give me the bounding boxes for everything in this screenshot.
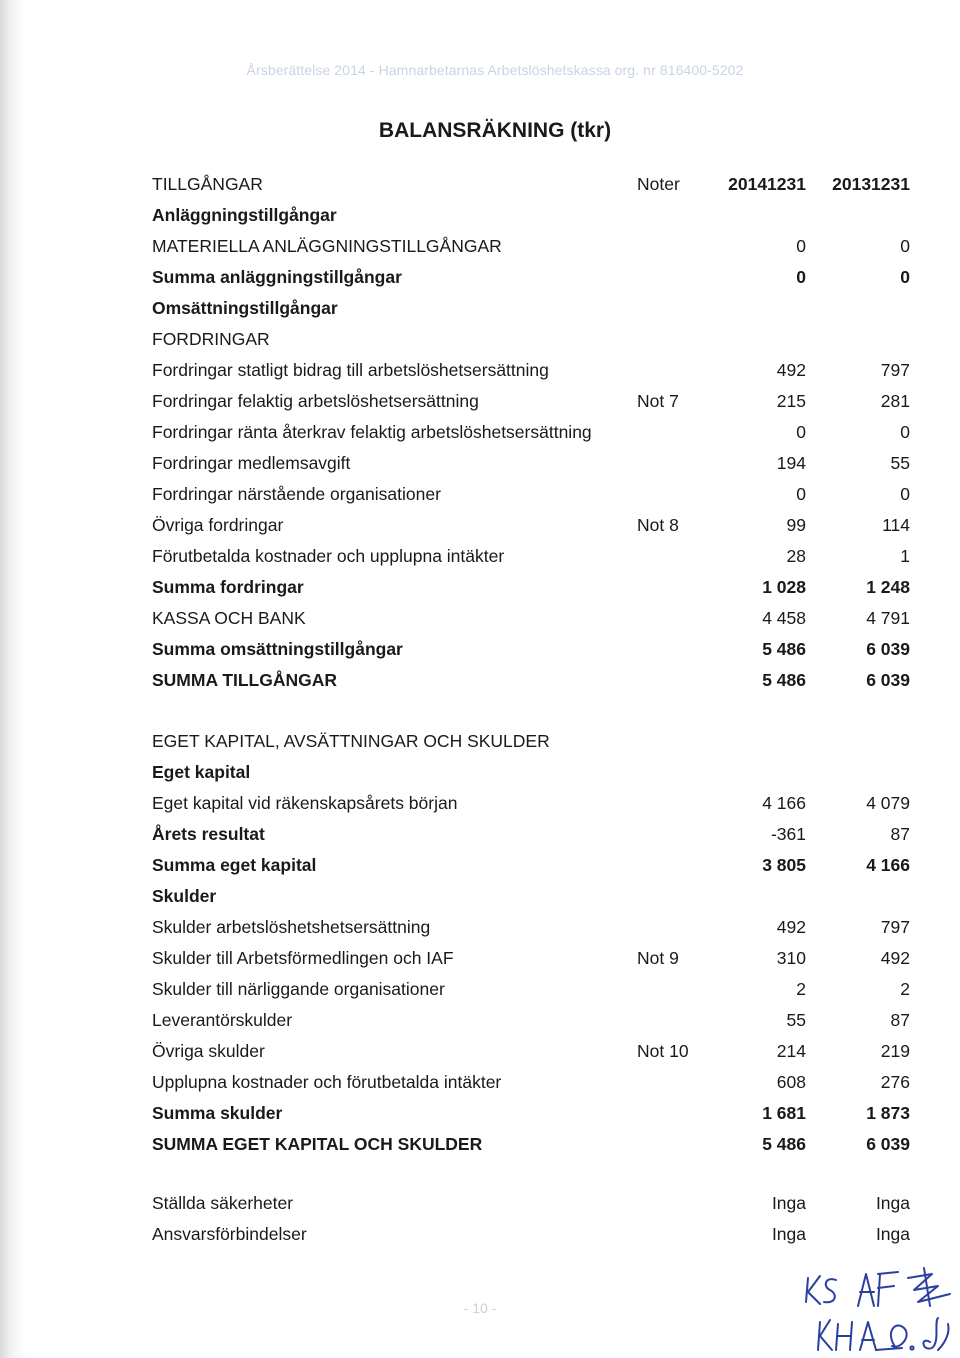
row-label: Omsättningstillgångar bbox=[152, 298, 338, 318]
scan-shadow-edge bbox=[0, 0, 26, 1358]
value-2013: 219 bbox=[880, 1041, 910, 1061]
value-2013: 4 079 bbox=[866, 793, 910, 813]
row-summa-skulder bbox=[152, 1103, 912, 1125]
row-label: Summa anläggningstillgångar bbox=[152, 267, 402, 287]
row-summa-anlaggningstillgangar bbox=[152, 267, 912, 289]
row-label: Fordringar statligt bidrag till arbetslöshetsersättning bbox=[152, 360, 549, 380]
row-label: Leverantörskulder bbox=[152, 1010, 293, 1030]
row-label: Ansvarsförbindelser bbox=[152, 1224, 307, 1244]
row-label: Eget kapital vid räkenskapsårets början bbox=[152, 793, 458, 813]
row-summa-eget-kapital-och-skulder bbox=[152, 1134, 912, 1156]
row-label: Anläggningstillgångar bbox=[152, 205, 337, 225]
row-fordringar-statligt-bidrag-till-arbetsloshetsersattning bbox=[152, 360, 912, 382]
row-label: Skulder till närliggande organisationer bbox=[152, 979, 445, 999]
column-header-2014: 20141231 bbox=[728, 174, 806, 194]
value-2014: 0 bbox=[796, 484, 806, 504]
value-2013: 6 039 bbox=[866, 670, 910, 690]
row-upplupna-kostnader-och-forutbetalda-intakter bbox=[152, 1072, 912, 1094]
row-label: Eget kapital bbox=[152, 762, 251, 782]
value-2013: 276 bbox=[880, 1072, 910, 1092]
value-2014: 28 bbox=[786, 546, 806, 566]
row-label: Skulder till Arbetsförmedlingen och IAF bbox=[152, 948, 454, 968]
row-stallda-sakerheter bbox=[152, 1193, 912, 1215]
row-skulder-till-arbetsformedlingen-och-iaf bbox=[152, 948, 912, 970]
row-skulder-arbetsloshetshetsersattning bbox=[152, 917, 912, 939]
row-label: Summa fordringar bbox=[152, 577, 304, 597]
value-2013: 281 bbox=[880, 391, 910, 411]
value-2014: 4 166 bbox=[762, 793, 806, 813]
row-label: Fordringar närstående organisationer bbox=[152, 484, 441, 504]
row-fordringar-medlemsavgift bbox=[152, 453, 912, 475]
value-2014: 0 bbox=[796, 236, 806, 256]
row-summa-omsattningstillgangar bbox=[152, 639, 912, 661]
row-summa-eget-kapital bbox=[152, 855, 912, 877]
value-2014: 2 bbox=[796, 979, 806, 999]
row-omsattningstillgangar bbox=[152, 298, 912, 320]
row-label: Övriga skulder bbox=[152, 1041, 265, 1061]
row-label: Summa eget kapital bbox=[152, 855, 317, 875]
row-label: MATERIELLA ANLÄGGNINGSTILLGÅNGAR bbox=[152, 236, 502, 256]
value-2013: Inga bbox=[875, 1193, 910, 1213]
value-2013: 4 791 bbox=[866, 608, 910, 628]
handwritten-initials-signature bbox=[800, 1262, 960, 1358]
value-2013: 0 bbox=[900, 422, 910, 442]
value-2014: 1 681 bbox=[762, 1103, 806, 1123]
value-2013: 4 166 bbox=[866, 855, 910, 875]
row-ovriga-fordringar bbox=[152, 515, 912, 537]
row-fordringar-felaktig-arbetsloshetsersattning bbox=[152, 391, 912, 413]
row-label: SUMMA TILLGÅNGAR bbox=[152, 670, 338, 690]
value-2014: Inga bbox=[771, 1224, 806, 1244]
row-eget-kapital bbox=[152, 762, 912, 784]
value-2014: 5 486 bbox=[762, 1134, 806, 1154]
row-eget-kapital-vid-rakenskapsarets-borjan bbox=[152, 793, 912, 815]
value-2013: 87 bbox=[890, 1010, 910, 1030]
row-eget-kapital-avsattningar-och-skulder bbox=[152, 731, 912, 753]
row-label: SUMMA EGET KAPITAL OCH SKULDER bbox=[152, 1134, 483, 1154]
value-2013: 114 bbox=[882, 515, 910, 535]
row-label: Förutbetalda kostnader och upplupna intäkter bbox=[152, 546, 505, 566]
value-2014: 492 bbox=[776, 360, 806, 380]
column-header-notes: Noter bbox=[637, 174, 680, 194]
column-header-2013: 20131231 bbox=[832, 174, 910, 194]
value-2014: 215 bbox=[776, 391, 806, 411]
row-label: FORDRINGAR bbox=[152, 329, 270, 349]
row-ovriga-skulder bbox=[152, 1041, 912, 1063]
value-2014: Inga bbox=[771, 1193, 806, 1213]
value-2014: 99 bbox=[786, 515, 806, 535]
value-2013: 797 bbox=[880, 917, 910, 937]
value-2013: 1 248 bbox=[866, 577, 910, 597]
value-2014: 214 bbox=[776, 1041, 806, 1061]
column-header-row bbox=[152, 174, 912, 196]
value-2014: 492 bbox=[776, 917, 806, 937]
row-label: Fordringar felaktig arbetslöshetsersättning bbox=[152, 391, 479, 411]
row-label: Ställda säkerheter bbox=[152, 1193, 294, 1213]
value-2013: 87 bbox=[890, 824, 910, 844]
row-summa-fordringar bbox=[152, 577, 912, 599]
value-2014: 5 486 bbox=[762, 670, 806, 690]
row-label: Fordringar ränta återkrav felaktig arbetslöshetsersättning bbox=[152, 422, 592, 442]
row-note: Not 10 bbox=[637, 1041, 689, 1061]
value-2013: 1 873 bbox=[866, 1103, 910, 1123]
row-kassa-och-bank bbox=[152, 608, 912, 630]
value-2013: 6 039 bbox=[866, 639, 910, 659]
row-label: Övriga fordringar bbox=[152, 515, 284, 535]
page-title: BALANSRÄKNING (tkr) bbox=[378, 119, 612, 142]
value-2013: 55 bbox=[890, 453, 910, 473]
row-skulder-till-narliggande-organisationer bbox=[152, 979, 912, 1001]
value-2014: 0 bbox=[796, 422, 806, 442]
row-fordringar bbox=[152, 329, 912, 351]
value-2014: -361 bbox=[770, 824, 806, 844]
value-2013: 2 bbox=[900, 979, 910, 999]
row-label: Skulder bbox=[152, 886, 217, 906]
value-2014: 310 bbox=[776, 948, 806, 968]
value-2013: 797 bbox=[880, 360, 910, 380]
value-2013: 0 bbox=[900, 267, 910, 287]
row-label: Summa omsättningstillgångar bbox=[152, 639, 403, 659]
column-header-assets: TILLGÅNGAR bbox=[152, 174, 263, 194]
row-anlaggningstillgangar bbox=[152, 205, 912, 227]
row-note: Not 9 bbox=[637, 948, 679, 968]
report-header: Årsberättelse 2014 - Hamnarbetarnas Arbetslöshetskassa org. nr 816400-5202 bbox=[246, 62, 744, 78]
row-note: Not 8 bbox=[637, 515, 679, 535]
row-ansvarsforbindelser bbox=[152, 1224, 912, 1246]
row-forutbetalda-kostnader-och-upplupna-intakter bbox=[152, 546, 912, 568]
row-label: KASSA OCH BANK bbox=[152, 608, 306, 628]
row-skulder bbox=[152, 886, 912, 908]
value-2014: 1 028 bbox=[762, 577, 806, 597]
value-2014: 194 bbox=[776, 453, 806, 473]
value-2013: 1 bbox=[900, 546, 910, 566]
row-note: Not 7 bbox=[637, 391, 679, 411]
row-label: Summa skulder bbox=[152, 1103, 283, 1123]
row-materiella-anlaggningstillgangar bbox=[152, 236, 912, 258]
row-fordringar-narstaende-organisationer bbox=[152, 484, 912, 506]
row-label: EGET KAPITAL, AVSÄTTNINGAR OCH SKULDER bbox=[152, 731, 550, 751]
row-label: Årets resultat bbox=[152, 824, 265, 844]
value-2014: 3 805 bbox=[762, 855, 806, 875]
value-2014: 608 bbox=[776, 1072, 806, 1092]
value-2014: 5 486 bbox=[762, 639, 806, 659]
row-label: Skulder arbetslöshetshetsersättning bbox=[152, 917, 431, 937]
row-arets-resultat bbox=[152, 824, 912, 846]
value-2013: 492 bbox=[880, 948, 910, 968]
row-label: Upplupna kostnader och förutbetalda intäkter bbox=[152, 1072, 502, 1092]
row-leverantorskulder bbox=[152, 1010, 912, 1032]
row-summa-tillgangar bbox=[152, 670, 912, 692]
row-label: Fordringar medlemsavgift bbox=[152, 453, 351, 473]
value-2014: 4 458 bbox=[762, 608, 806, 628]
value-2014: 0 bbox=[796, 267, 806, 287]
value-2013: Inga bbox=[875, 1224, 910, 1244]
value-2013: 0 bbox=[900, 236, 910, 256]
value-2013: 6 039 bbox=[866, 1134, 910, 1154]
page-number: - 10 - bbox=[463, 1300, 497, 1316]
value-2014: 55 bbox=[786, 1010, 806, 1030]
row-fordringar-ranta-aterkrav-felaktig-arbetsloshetsersattning bbox=[152, 422, 912, 444]
value-2013: 0 bbox=[900, 484, 910, 504]
